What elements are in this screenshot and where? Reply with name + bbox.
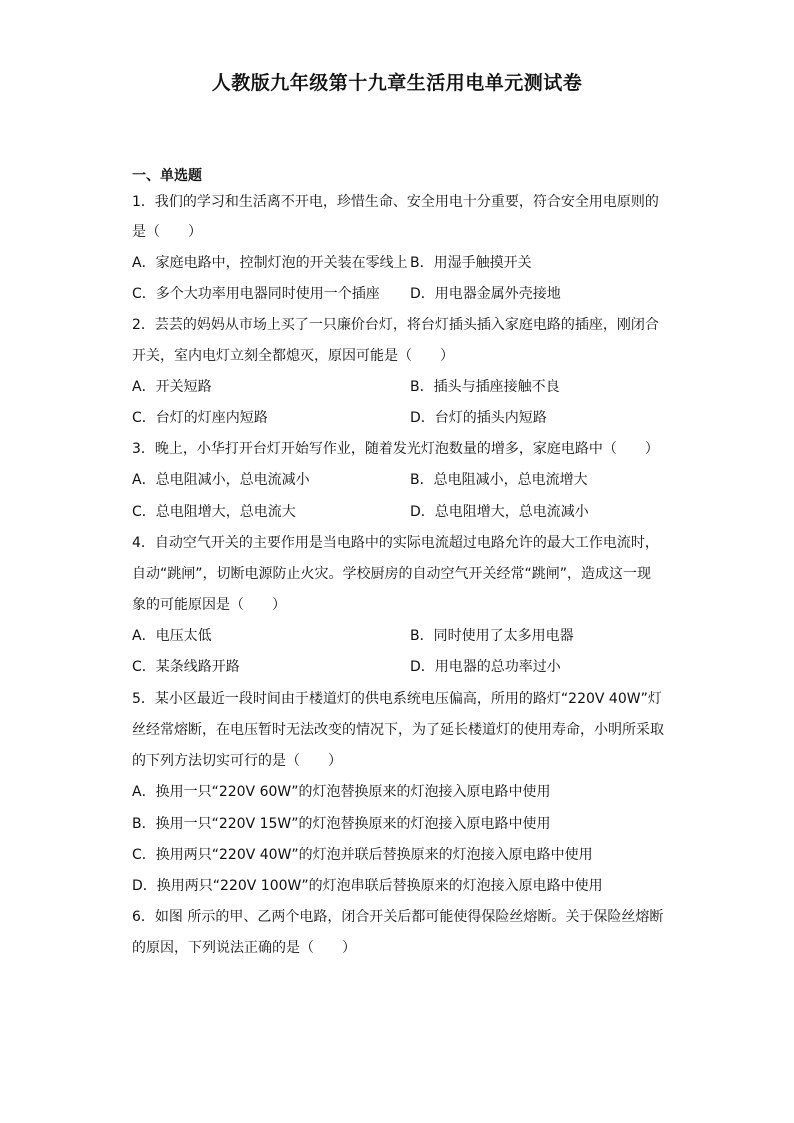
question-4-option-b: B．同时使用了太多用电器 — [410, 628, 574, 644]
question-5-stem-line-3: 的下列方法切实可行的是（ ） — [132, 753, 342, 769]
question-5-option-c: C．换用两只“220V 40W”的灯泡并联后替换原来的灯泡接入原电路中使用 — [132, 847, 593, 863]
question-1-stem-line-2: 是（ ） — [132, 224, 202, 240]
question-2-option-d: D．台灯的插头内短路 — [410, 410, 547, 426]
question-4-stem-line-2: 自动“跳闸”，切断电源防止火灾。学校厨房的自动空气开关经常“跳闸”，造成这一现 — [132, 566, 652, 582]
question-1-option-a: A．家庭电路中，控制灯泡的开关装在零线上 — [132, 255, 408, 271]
question-3-option-c: C．总电阻增大，总电流大 — [132, 504, 296, 520]
question-6-stem-line-1: 6．如图 所示的甲、乙两个电路，闭合开关后都可能使得保险丝熔断。关于保险丝熔断 — [132, 909, 664, 925]
question-2-stem-line-2: 开关，室内电灯立刻全都熄灭，原因可能是（ ） — [132, 348, 454, 364]
question-4-option-d: D．用电器的总功率过小 — [410, 659, 561, 675]
question-5-stem-line-1: 5．某小区最近一段时间由于楼道灯的供电系统电压偏高，所用的路灯“220V 40W”灯 — [132, 691, 662, 707]
question-2-option-b: B．插头与插座接触不良 — [410, 379, 560, 395]
question-3-stem-line-1: 3．晚上，小华打开台灯开始写作业，随着发光灯泡数量的增多，家庭电路中（ ） — [132, 441, 659, 457]
question-6-stem-line-2: 的原因，下列说法正确的是（ ） — [132, 940, 356, 956]
question-3-option-d: D．总电阻增大，总电流减小 — [410, 504, 589, 520]
question-1-option-b: B．用湿手触摸开关 — [410, 255, 532, 271]
question-4-stem-line-3: 象的可能原因是（ ） — [132, 597, 286, 613]
question-5-option-b: B．换用一只“220V 15W”的灯泡替换原来的灯泡接入原电路中使用 — [132, 816, 551, 832]
question-5-stem-line-2: 丝经常熔断，在电压暂时无法改变的情况下，为了延长楼道灯的使用寿命，小明所采取 — [132, 722, 664, 738]
question-4-stem-line-1: 4．自动空气开关的主要作用是当电路中的实际电流超过电路允许的最大工作电流时， — [132, 535, 659, 551]
question-2-stem-line-1: 2．芸芸的妈妈从市场上买了一只廉价台灯，将台灯插头插入家庭电路的插座，刚闭合 — [132, 317, 659, 333]
question-5-option-a: A．换用一只“220V 60W”的灯泡替换原来的灯泡接入原电路中使用 — [132, 784, 551, 800]
question-3-option-a: A．总电阻减小，总电流减小 — [132, 472, 310, 488]
question-2-option-a: A．开关短路 — [132, 379, 212, 395]
question-1-option-d: D．用电器金属外壳接地 — [410, 286, 561, 302]
question-4-option-c: C．某条线路开路 — [132, 659, 240, 675]
question-2-option-c: C．台灯的灯座内短路 — [132, 410, 268, 426]
question-1-option-c: C．多个大功率用电器同时使用一个插座 — [132, 286, 380, 302]
question-4-option-a: A．电压太低 — [132, 628, 212, 644]
question-1-stem-line-1: 1．我们的学习和生活离不开电，珍惜生命、安全用电十分重要，符合安全用电原则的 — [132, 194, 659, 210]
question-3-option-b: B．总电阻减小，总电流增大 — [410, 472, 588, 488]
page-title: 人教版九年级第十九章生活用电单元测试卷 — [211, 72, 583, 94]
question-5-option-d: D．换用两只“220V 100W”的灯泡串联后替换原来的灯泡接入原电路中使用 — [132, 878, 603, 894]
section-heading: 一、单选题 — [132, 168, 202, 184]
